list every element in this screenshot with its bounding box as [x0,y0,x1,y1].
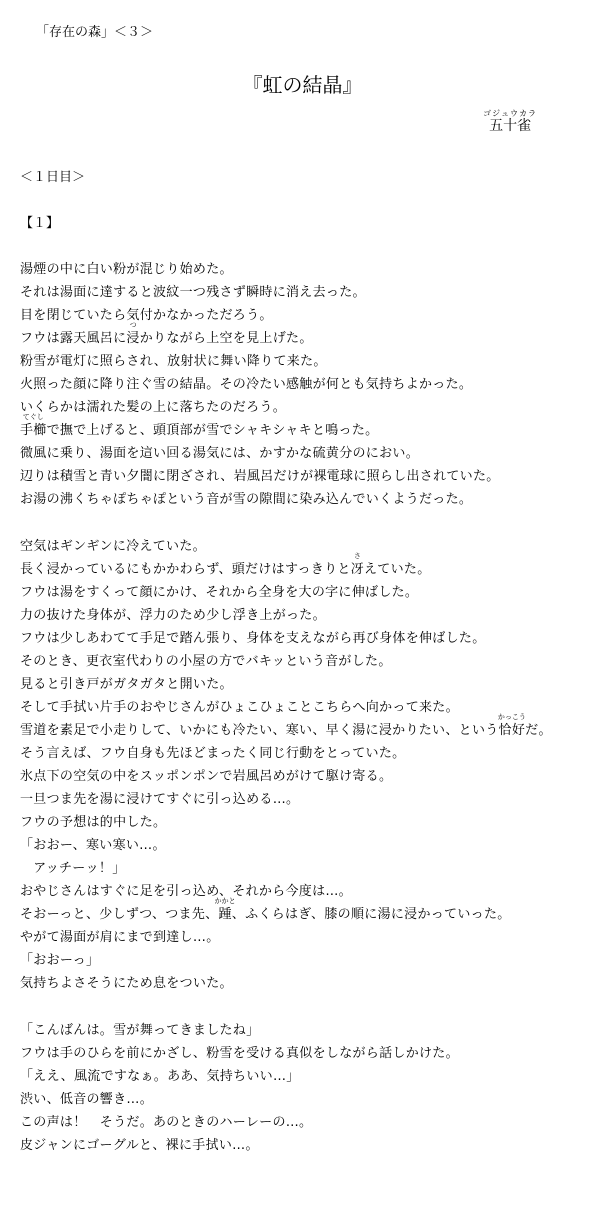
text-line: 一旦つま先を湯に浸けてすぐに引っ込める…。 [20,792,300,808]
ruby-word [214,897,236,926]
text-line: おやじさんはすぐに足を引っ込め、それから今度は…。 [20,884,352,900]
text-line [20,712,600,742]
ruby-word [126,321,140,350]
text-line: いくらかは濡れた髪の上に落ちたのだろう。 [20,400,287,416]
text-line: 力の抜けた身体が、浮力のため少し浮き上がった。 [20,607,326,623]
text-line: そして手拭い片手のおやじさんがひょこひょことこちらへ向かって来た。 [20,699,459,715]
text-line [20,551,600,581]
text-line: 辺りは積雪と青い夕闇に閉ざされ、岩風呂だけが裸電球に照らし出されていた。 [20,469,500,485]
series-label: 「存在の森」＜３＞ [36,25,154,40]
author-reading: ゴジュウカラ [483,109,537,118]
text-line: 目を閉じていたら気付かなかっただろう。 [20,308,273,324]
text-line: 湯煙の中に白い粉が混じり始めた。 [20,262,233,277]
text-line: 氷点下の空気の中をスッポンポンで岩風呂めがけて駆け寄る。 [20,769,393,785]
text-line: フウは少しあわてて手足で踏ん張り、身体を支えながら再び身体を伸ばした。 [20,630,486,646]
text-line: 見ると引き戸がガタガタと開いた。 [20,676,233,692]
text-line: 気持ちよさそうにため息をついた。 [20,976,233,992]
ruby-reading: さ [353,551,361,560]
text-line: 微風に乗り、湯面を這い回る湯気には、かすかな硫黄分のにおい。 [20,446,420,462]
ruby-word [350,551,364,581]
text-line: この声は！ そうだ。あのときのハーレーの…。 [20,1114,313,1130]
text-line [20,321,600,350]
line-text: で撫で上げると、頭頂部が雪でシャキシャキと鳴った。 [46,423,379,439]
author-block [483,109,537,134]
ruby-word [20,413,47,442]
text-line: 渋い、低音の響き…。 [20,1091,154,1107]
text-line: 火照った顔に降り注ぐ雪の結晶。その冷たい感触が何とも気持ちよかった。 [20,377,473,393]
text-line: フウは湯をすくって顔にかけ、それから全身を大の字に伸ばした。 [20,584,419,600]
text-line [20,413,600,442]
text-line: 皮ジャンにゴーグルと、裸に手拭い…。 [20,1137,259,1153]
chapter-heading: ＜１日目＞ [20,170,86,185]
text-line: アッチーッ！」 [20,861,126,877]
line-text: 、ふくらはぎ、膝の順に湯に浸かっていった。 [231,907,511,923]
text-line: フウの予想は的中した。 [20,815,167,831]
ruby-reading: かかと [214,897,236,906]
text-line: 「おおー、寒い寒い…。 [20,838,166,854]
text-line: 「こんばんは。雪が舞ってきましたね」 [20,1022,260,1038]
ruby-base: 踵 [218,907,232,923]
ruby-base: 冴 [350,561,364,577]
author-name: 五十雀 [489,118,532,134]
text-line: 空気はギンギンに冷えていた。 [20,538,206,554]
text-line [20,897,600,926]
line-text: そおーっと、少しずつ、つま先、 [20,907,219,923]
text-line: それは湯面に達すると波紋一つ残さず瞬時に消え去った。 [20,285,366,301]
line-text: フウは露天風呂に [20,331,127,347]
text-line: 粉雪が電灯に照らされ、放射状に舞い降りて来た。 [20,354,327,370]
text-line: そう言えば、フウ自身も先ほどまったく同じ行動をとっていた。 [20,745,406,761]
line-text: 長く浸かっているにもかかわらず、頭だけはすっきりと [20,561,351,577]
ruby-reading: てぐし [22,413,44,422]
text-line: 「ええ、風流ですなぁ。ああ、気持ちいい…」 [20,1068,300,1084]
section-heading: 【１】 [20,216,60,231]
ruby-base: 浸 [126,331,140,347]
ruby-base: 恰好 [498,722,526,738]
ruby-word [497,712,526,742]
text-line: フウは手のひらを前にかざし、粉雪を受ける真似をしながら話しかけた。 [20,1045,459,1061]
ruby-base: 手櫛 [20,423,47,439]
line-text: かりながら上空を見上げた。 [139,331,313,347]
line-text: 雪道を素足で小走りして、いかにも冷たい、寒い、早く湯に浸かりたい、という [20,722,499,738]
text-line [20,512,600,535]
text-line: そのとき、更衣室代わりの小屋の方でバキッという音がした。 [20,653,392,669]
ruby-reading: つ [129,321,137,330]
text-line: やがて湯面が肩にまで到達し…。 [20,930,220,946]
ruby-reading: かっこう [497,712,526,721]
line-text: だ。 [525,722,552,738]
line-text: えていた。 [364,561,431,577]
text-line [20,996,600,1019]
text-line: お湯の沸くちゃぽちゃぽという音が雪の隙間に染み込んでいくようだった。 [20,492,473,508]
body-text [20,258,600,1157]
page-title: 『虹の結晶』 [242,73,363,97]
text-line: 「おおーっ」 [20,953,100,969]
